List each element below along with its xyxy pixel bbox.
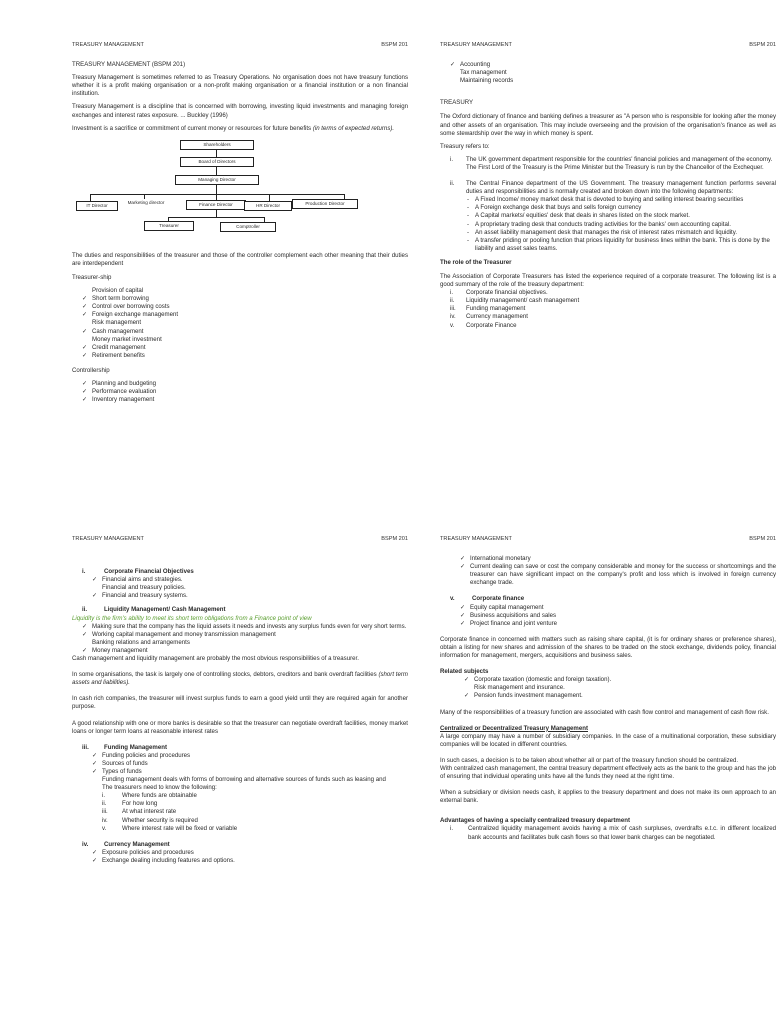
item-text: Where interest rate will be fixed or variable [122, 824, 238, 832]
item-number: ii. [102, 800, 107, 808]
header-title: TREASURY MANAGEMENT [72, 536, 144, 542]
org-box-treasurer: Treasurer [144, 221, 194, 231]
item-number: i. [450, 289, 454, 297]
list-item: - A Fixed Income/ money market desk that is devoted to buying and selling interest bearing securities [466, 196, 776, 204]
treasurership-list [72, 287, 408, 360]
section-title: Currency Management [104, 840, 170, 848]
paragraph-text: Investment is a sacrifice or commitment of current money or resources for future benefits [72, 124, 312, 132]
paragraph: The Association of Corporate Treasurers has listed the experience required of a corporate treasurer. The following list is a good summary of the role of the treasury department: [440, 272, 776, 289]
list-item: - A proprietary trading desk that conducts trading activities for the banks' own accounting capital. [466, 221, 776, 229]
section-number: iii. [82, 743, 89, 751]
item-text: Liquidity management/ cash management [466, 297, 580, 305]
section-number: i. [82, 568, 86, 576]
header-code: BSPM 201 [381, 42, 408, 48]
numbered-item [440, 156, 776, 172]
list-item [450, 289, 776, 297]
item-text: At what interest rate [122, 808, 177, 816]
list-item: Risk management and insurance. [474, 684, 565, 692]
org-box-shareholders: Shareholders [180, 140, 254, 150]
list-item [102, 808, 408, 816]
top-list [440, 61, 776, 85]
funding-questions [102, 792, 408, 832]
org-connector [90, 194, 344, 195]
section-title: Liquidity Management/ Cash Management [104, 606, 226, 614]
list-item: ✓ Money management [82, 647, 408, 655]
paragraph: The treasurers need to know the following: [102, 784, 217, 792]
paragraph-italic: (in terms of expected returns). [312, 124, 395, 132]
section-number: ii. [82, 606, 88, 614]
page-3 [72, 535, 408, 865]
org-connector [216, 210, 217, 217]
item-number: ii. [450, 297, 455, 305]
paragraph: The duties and responsibilities of the treasurer and those of the controller complement each other meaning that their duties are interdependent [72, 251, 408, 267]
list-item: ✓ Pension funds investment management. [464, 692, 776, 700]
org-box-board: Board of Directors [180, 157, 254, 167]
item-number: i. [450, 825, 454, 833]
header-code: BSPM 201 [749, 42, 776, 48]
org-connector [90, 194, 91, 201]
paragraph [72, 125, 408, 133]
page-header [440, 535, 776, 543]
header-title: TREASURY MANAGEMENT [440, 42, 512, 48]
list-item: ✓ Performance evaluation [82, 388, 408, 396]
list-item: Financial and treasury policies. [102, 584, 186, 592]
paragraph: With centralized cash management, the central treasury department effectively acts as the bank to the group and has the job of ensuring that individual operating units have all the funds they need at the right time. [440, 764, 776, 781]
list-item: ✓ Control over borrowing costs [82, 303, 408, 311]
page-header [72, 535, 408, 543]
paragraph: A good relationship with one or more banks is desirable so that the treasurer can negotiate overdraft facilities, money market loans or longer term loans at reasonable interest rates [72, 719, 408, 735]
section-heading [72, 568, 408, 576]
list-item: ✓ Funding policies and procedures [92, 752, 408, 760]
highlight-note: Liquidity is the firm's ability to meet its short term obligations from a Finance point of view [72, 614, 312, 622]
list-item: ✓ Exposure policies and procedures [92, 849, 408, 857]
list-item [450, 305, 776, 313]
item-text: Corporate Finance [466, 321, 517, 329]
list-item: ✓ Accounting [450, 61, 776, 69]
section-title: Controllership [72, 366, 110, 374]
list-item [450, 297, 776, 305]
numbered-item [440, 825, 776, 841]
list-item [102, 792, 408, 800]
item-number: i. [450, 155, 454, 163]
list-item: - An asset liability management desk that manages the risk of interest rates mismatch and liquidity. [466, 229, 776, 237]
paragraph: Treasury Management is a discipline that is concerned with borrowing, investing liquid investments and managing foreign exchanges and interest rates exposure. ... Buckley (1996) [72, 103, 408, 119]
section-number: v. [450, 595, 455, 603]
header-title: TREASURY MANAGEMENT [440, 536, 512, 542]
section-heading [440, 595, 776, 603]
paragraph: Treasury refers to: [440, 142, 490, 150]
list-item: ✓ International monetary [460, 555, 776, 563]
item-text: Whether security is required [122, 816, 198, 824]
item-text: For how long [122, 800, 158, 808]
page-2 [440, 41, 776, 330]
org-box-managing-director: Managing Director [175, 175, 259, 185]
item-number: v. [450, 321, 455, 329]
org-chart [72, 137, 408, 252]
paragraph: The Oxford dictionary of finance and banking defines a treasurer as "A person who is responsible for looking after the money and other assets of an organisation. This may include overseeing and the provision of the organisation's finance as well as some stewardship over the way in which money is spent. [440, 113, 776, 137]
list-item: ✓ Making sure that the company has the liquid assets it needs and invests any surplus funds even for very short terms. [82, 623, 408, 631]
paragraph: Funding management deals with forms of borrowing and alternative sources of funds such as leasing and [102, 776, 386, 784]
funding-list [72, 752, 408, 776]
org-box-it-director: IT Director [76, 201, 118, 211]
section-title: Treasurer-ship [72, 273, 112, 281]
corporate-finance-list [440, 604, 776, 628]
paragraph: When a subsidiary or division needs cash, it applies to the treasury department and does not make its own approach to an external bank. [440, 789, 776, 805]
list-item: Money market investment [92, 335, 162, 343]
list-item: - A Foreign exchange desk that buys and sells foreign currency [466, 204, 776, 212]
list-item: ✓ Business acquisitions and sales [460, 612, 776, 620]
currency-list [72, 849, 408, 865]
list-item: ✓ Exchange dealing including features and options. [92, 857, 408, 865]
paragraph: Corporate finance in concerned with matters such as raising share capital, (it is for ordinary shares or preference shares), obtain a listing for new shares and admission of the shares to be traded on the stock exchange, dividends policy, financial information for management, mergers, acquisitions and business sales. [440, 635, 776, 660]
item-text: The Central Finance department of the US Government. The treasury management function performs several duties and responsibilities and is normally created and broken down into the following departments: [466, 180, 776, 196]
numbered-item [440, 180, 776, 253]
top-list [440, 555, 776, 587]
section-title: Related subjects [440, 668, 489, 676]
item-number: ii. [450, 180, 455, 188]
list-item: ✓ Financial and treasury systems. [92, 592, 408, 600]
list-item: ✓ Credit management [82, 344, 408, 352]
item-number: iii. [102, 808, 108, 816]
org-connector [216, 185, 217, 194]
list-item: ✓ Sources of funds [92, 760, 408, 768]
paragraph: Many of the responsibilities of a treasury function are associated with cash flow control and management of cash flow risk. [440, 708, 769, 716]
controllership-list [72, 380, 408, 404]
list-item: - A Capital markets/ equities' desk that deals in shares listed on the stock market. [466, 212, 776, 220]
paragraph-text: In some organisations, the task is largely one of controlling stocks, debtors, creditors and bank overdraft facilities [72, 671, 377, 679]
list-item: Risk management [92, 319, 142, 327]
paragraph: In cash rich companies, the treasurer will invest surplus funds to earn a good yield until they are required again for another purpose. [72, 695, 408, 711]
doc-title: TREASURY MANAGEMENT (BSPM 201) [72, 61, 186, 69]
item-text: Funding management [466, 305, 526, 313]
list-item: ✓ Types of funds [92, 768, 408, 776]
org-connector [216, 150, 217, 157]
objectives-list [72, 576, 408, 600]
paragraph: In such cases, a decision is to be taken about whether all or part of the treasury function should be centralized. [440, 756, 739, 764]
list-item: ✓ Short term borrowing [82, 295, 408, 303]
list-item: Provision of capital [92, 287, 144, 295]
list-item: Maintaining records [460, 77, 514, 85]
section-number: iv. [82, 840, 89, 848]
list-item [102, 825, 408, 833]
list-item [102, 800, 408, 808]
header-code: BSPM 201 [381, 536, 408, 542]
section-heading [72, 606, 408, 614]
list-item: ✓ Corporate taxation (domestic and foreign taxation). [464, 676, 776, 684]
list-item [450, 313, 776, 321]
item-text: Centralized liquidity management avoids having a mix of cash surpluses, overdrafts e.t.c. in different localized bank accounts and facilitates bulk cash flows so that lower bank charges can be negotiated. [468, 825, 776, 841]
liquidity-list [72, 623, 408, 655]
list-item: ✓ Retirement benefits [82, 352, 408, 360]
dept-list [466, 196, 776, 253]
item-text: Currency management [466, 313, 528, 321]
page-1 [72, 41, 408, 404]
section-title: Centralized or Decentralized Treasury Management [440, 724, 588, 732]
list-item: ✓ Financial aims and strategies. [92, 576, 408, 584]
page-header [72, 41, 408, 49]
section-heading [72, 744, 408, 752]
list-item: ✓ Foreign exchange management [82, 311, 408, 319]
list-item: Banking relations and arrangements [92, 638, 190, 646]
list-item: ✓ Project finance and joint venture [460, 620, 776, 628]
paragraph: A large company may have a number of subsidiary companies. In the case of a multinational corporation, these subsidiary companies will be located in different countries. [440, 732, 776, 748]
org-box-production-director: Production Director [292, 199, 358, 209]
section-title: Advantages of having a specially centralized treasury department [440, 817, 630, 825]
section-title: The role of the Treasurer [440, 258, 512, 266]
org-box-hr-director: HR Director [244, 201, 292, 211]
list-item: ✓ Inventory management [82, 396, 408, 404]
page-4 [440, 535, 776, 842]
section-title: Corporate Financial Objectives [104, 568, 194, 576]
role-list [440, 289, 776, 329]
org-connector [168, 217, 264, 218]
list-item: ✓ Equity capital management [460, 604, 776, 612]
org-box-marketing-director: Marketing director [122, 199, 170, 207]
item-number: iv. [102, 816, 108, 824]
list-item: ✓ Current dealing can save or cost the company considerable and money for the success or shortcomings and the treasurer can have significant impact on the company's profit and loss which is involved in foreign currency exchange trade. [460, 563, 776, 587]
item-text: The UK government department responsible for the countries' financial policies and management of the economy. [466, 155, 773, 163]
paragraph: Cash management and liquidity management are probably the most obvious responsibilities of a treasurer. [72, 655, 359, 663]
header-code: BSPM 201 [749, 536, 776, 542]
list-item: Tax management [460, 69, 507, 77]
page-header [440, 41, 776, 49]
item-number: i. [102, 792, 106, 800]
item-number: iii. [450, 305, 456, 313]
paragraph-italic: (short term assets and liabilities). [72, 671, 408, 687]
header-title: TREASURY MANAGEMENT [72, 42, 144, 48]
item-text: Where funds are obtainable [122, 792, 197, 800]
section-title: Corporate finance [472, 595, 525, 603]
list-item: - A transfer priding or pooling function that prices liquidity for business lines within the bank. This is done by the liability and asset sales teams. [466, 237, 776, 253]
item-text: Corporate financial objectives. [466, 289, 548, 297]
org-connector [216, 167, 217, 175]
section-title: Funding Management [104, 743, 167, 751]
list-item: ✓ Working capital management and money transmission management [82, 631, 408, 639]
list-item: ✓ Cash management [82, 328, 408, 336]
paragraph [72, 671, 408, 687]
section-title: TREASURY [440, 99, 474, 107]
item-number: iv. [450, 313, 456, 321]
section-heading [72, 841, 408, 849]
org-box-finance-director: Finance Director [186, 200, 246, 210]
item-text: The First Lord of the Treasury is the Prime Minister but the Treasury is run by the Chancellor of the Exchequer. [466, 163, 764, 171]
related-list [440, 676, 776, 700]
list-item [450, 322, 776, 330]
org-connector [269, 194, 270, 201]
item-number: v. [102, 824, 107, 832]
paragraph: Treasury Management is sometimes referred to as Treasury Operations. No organisation does not have treasury functions whether it is a profit making organisation or a non-profit making organisation or a financial institution or a non financial institution. [72, 74, 408, 98]
org-box-comptroller: Comptroller [220, 222, 276, 232]
list-item: ✓ Planning and budgeting [82, 380, 408, 388]
list-item [102, 817, 408, 825]
